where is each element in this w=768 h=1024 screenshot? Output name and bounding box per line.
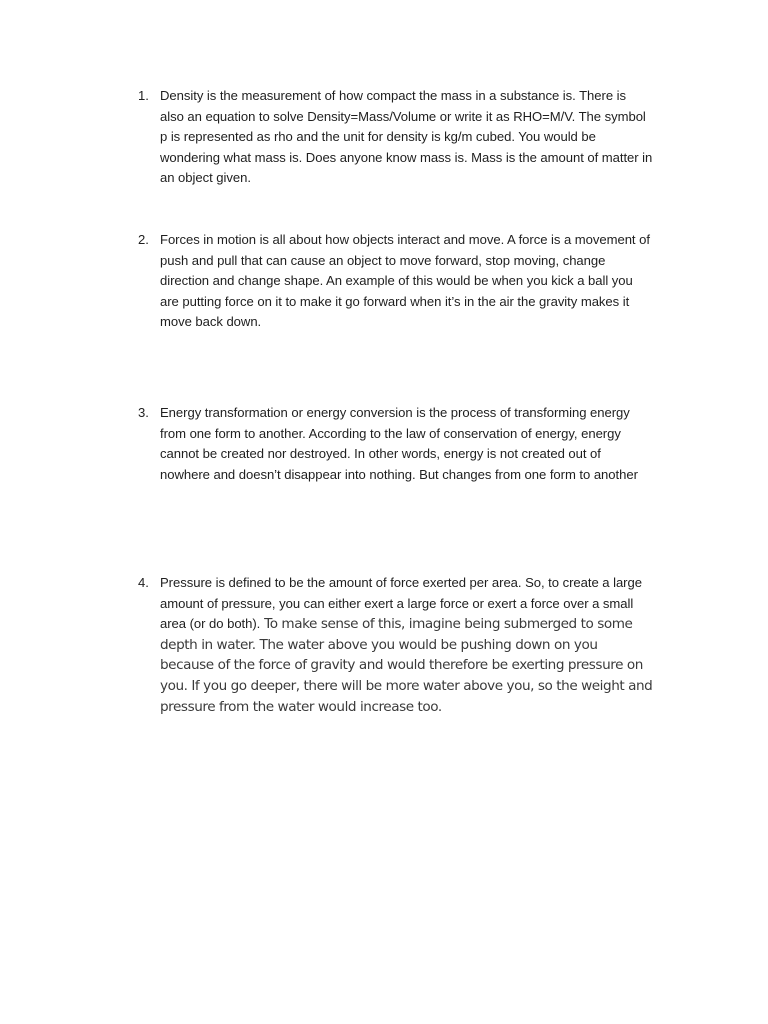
list-item-number: 4. bbox=[138, 575, 149, 590]
list-item bbox=[138, 403, 653, 485]
list-item-text: Energy transformation or energy conversion is the process of transforming energy from one form to another. According to the law of conservation of energy, energy cannot be created nor destroyed. In other words, energy is not created out of nowhere and doesn’t disappear into nothing. But changes from one form to another bbox=[160, 405, 638, 482]
list-item bbox=[138, 573, 653, 717]
list-item-text: Density is the measurement of how compact the mass in a substance is. There is also an equation to solve Density=Mass/Volume or write it as RHO=M/V. The symbol p is represented as rho and the unit for density is kg/m cubed. You would be wondering what mass is. Does anyone know mass is. Mass is the amount of matter in an object given. bbox=[160, 88, 653, 186]
list-item bbox=[138, 86, 653, 189]
list-item-text bbox=[160, 573, 653, 717]
list-item-text: Forces in motion is all about how objects interact and move. A force is a movement of push and pull that can cause an object to move forward, stop moving, change direction and change shape. An example of this would be when you kick a ball you are putting force on it to make it go forward when it’s in the air the gravity makes it move back down. bbox=[160, 232, 650, 330]
list-item-number: 1. bbox=[138, 88, 149, 103]
list-item-number: 2. bbox=[138, 232, 149, 247]
list-item bbox=[138, 230, 653, 333]
list-item-number: 3. bbox=[138, 405, 149, 420]
list-item-text-continued: To make sense of this, imagine being submerged to some depth in water. The water above you would be pushing down on you because of the force of gravity and would therefore be exerting pressure on you. If you go deeper, there will be more water above you, so the weight and pressure from the water would increase too. bbox=[160, 616, 653, 715]
list-item-text-part: Pressure is defined to be the amount of force exerted per area. So, to create a large amount of pressure, you can either exert a large force or exert a force over a small area (or do both). bbox=[160, 575, 642, 632]
